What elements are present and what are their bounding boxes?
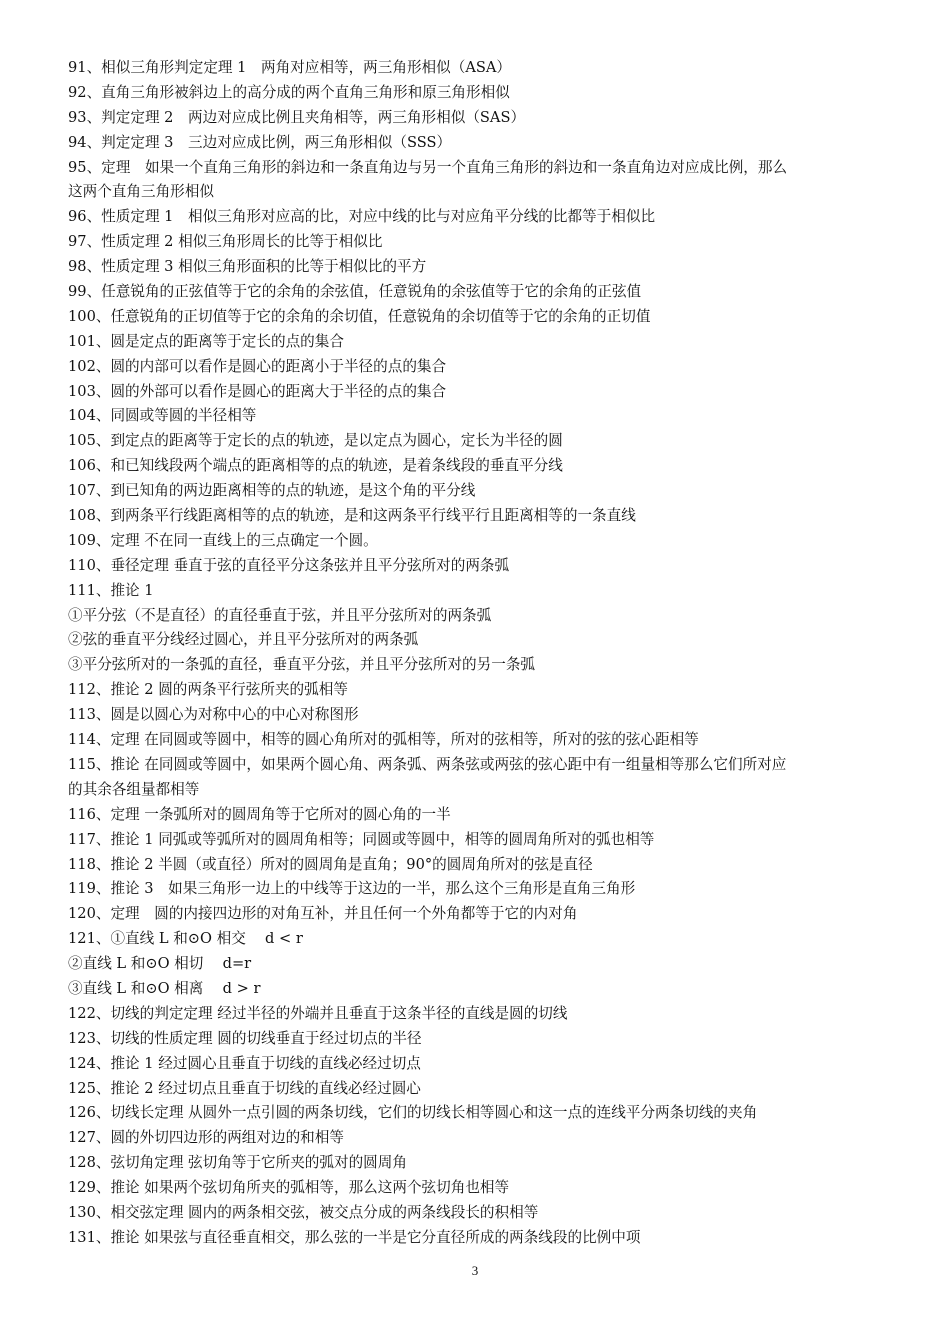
- theorem-list: [68, 56, 888, 1251]
- text-line: 124、推论 1 经过圆心且垂直于切线的直线必经过切点: [68, 1054, 421, 1072]
- text-line: 116、定理 一条弧所对的圆周角等于它所对的圆心角的一半: [68, 805, 451, 823]
- text-line: 107、到已知角的两边距离相等的点的轨迹，是这个角的平分线: [68, 482, 476, 500]
- text-line: 101、圆是定点的距离等于定长的点的集合: [68, 332, 344, 350]
- text-line: 130、相交弦定理 圆内的两条相交弦，被交点分成的两条线段长的积相等: [68, 1203, 539, 1221]
- text-line: 121、①直线 L 和⊙O 相交 d < r: [68, 930, 303, 948]
- text-line: 127、圆的外切四边形的两组对边的和相等: [68, 1129, 344, 1147]
- text-line: ①平分弦（不是直径）的直径垂直于弦，并且平分弦所对的两条弧: [68, 606, 492, 624]
- text-line: 105、到定点的距离等于定长的点的轨迹，是以定点为圆心，定长为半径的圆: [68, 432, 563, 450]
- text-line: 93、判定定理 2 两边对应成比例且夹角相等，两三角形相似（SAS）: [68, 108, 526, 126]
- text-line: 98、性质定理 3 相似三角形面积的比等于相似比的平方: [68, 258, 427, 276]
- text-line: 102、圆的内部可以看作是圆心的距离小于半径的点的集合: [68, 357, 447, 375]
- text-line: 91、相似三角形判定定理 1 两角对应相等，两三角形相似（ASA）: [68, 59, 512, 76]
- text-line: 123、切线的性质定理 圆的切线垂直于经过切点的半径: [68, 1029, 422, 1047]
- text-line: ②直线 L 和⊙O 相切 d=r: [68, 955, 252, 973]
- text-line: 这两个直角三角形相似: [68, 183, 214, 201]
- text-line: 131、推论 如果弦与直径垂直相交，那么弦的一半是它分直径所成的两条线段的比例中项: [68, 1228, 641, 1246]
- text-line: 94、判定定理 3 三边对应成比例，两三角形相似（SSS）: [68, 133, 452, 151]
- text-line: 122、切线的判定定理 经过半径的外端并且垂直于这条半径的直线是圆的切线: [68, 1004, 568, 1022]
- text-line: 103、圆的外部可以看作是圆心的距离大于半径的点的集合: [68, 382, 447, 400]
- text-line: 99、任意锐角的正弦值等于它的余角的余弦值，任意锐角的余弦值等于它的余角的正弦值: [68, 283, 642, 301]
- text-line: 119、推论 3 如果三角形一边上的中线等于这边的一半，那么这个三角形是直角三角形: [68, 880, 636, 898]
- text-line: 100、任意锐角的正切值等于它的余角的余切值，任意锐角的余切值等于它的余角的正切值: [68, 307, 651, 325]
- text-line: 106、和已知线段两个端点的距离相等的点的轨迹，是着条线段的垂直平分线: [68, 457, 563, 475]
- text-line: 104、同圆或等圆的半径相等: [68, 407, 257, 425]
- text-line: 126、切线长定理 从圆外一点引圆的两条切线，它们的切线长相等圆心和这一点的连线平分两条切线的夹角: [68, 1104, 758, 1122]
- text-line: 109、定理 不在同一直线上的三点确定一个圆。: [68, 531, 378, 549]
- text-line: 108、到两条平行线距离相等的点的轨迹，是和这两条平行线平行且距离相等的一条直线: [68, 507, 636, 525]
- text-line: 97、性质定理 2 相似三角形周长的比等于相似比: [68, 233, 383, 251]
- text-line: 129、推论 如果两个弦切角所夹的弧相等，那么这两个弦切角也相等: [68, 1179, 510, 1197]
- text-line: 113、圆是以圆心为对称中心的中心对称图形: [68, 706, 359, 724]
- text-line: 110、垂径定理 垂直于弦的直径平分这条弦并且平分弦所对的两条弧: [68, 556, 510, 574]
- text-line: 的其余各组量都相等: [68, 780, 200, 798]
- text-line: 92、直角三角形被斜边上的高分成的两个直角三角形和原三角形相似: [68, 83, 510, 101]
- text-line: 125、推论 2 经过切点且垂直于切线的直线必经过圆心: [68, 1079, 421, 1097]
- text-line: ③直线 L 和⊙O 相离 d > r: [68, 979, 261, 997]
- text-line: 120、定理 圆的内接四边形的对角互补，并且任何一个外角都等于它的内对角: [68, 905, 578, 923]
- text-line: 114、定理 在同圆或等圆中，相等的圆心角所对的弧相等，所对的弦相等，所对的弦的弦心距相等: [68, 731, 699, 749]
- text-line: 95、定理 如果一个直角三角形的斜边和一条直角边与另一个直角三角形的斜边和一条直角边对应成比例，那么: [68, 158, 788, 176]
- text-line: 118、推论 2 半圆（或直径）所对的圆周角是直角；90°的圆周角所对的弦是直径: [68, 855, 593, 873]
- text-line: 128、弦切角定理 弦切角等于它所夹的弧对的圆周角: [68, 1154, 407, 1172]
- text-line: 115、推论 在同圆或等圆中，如果两个圆心角、两条弧、两条弦或两弦的弦心距中有一组量相等那么它们所对应: [68, 755, 787, 773]
- text-line: 112、推论 2 圆的两条平行弦所夹的弧相等: [68, 681, 348, 699]
- page-number: 3: [471, 1263, 479, 1278]
- text-line: 96、性质定理 1 相似三角形对应高的比，对应中线的比与对应角平分线的比都等于相似比: [68, 208, 656, 226]
- text-line: ②弦的垂直平分线经过圆心，并且平分弦所对的两条弧: [68, 631, 419, 649]
- text-line: ③平分弦所对的一条弧的直径，垂直平分弦，并且平分弦所对的另一条弧: [68, 656, 536, 674]
- text-line: 111、推论 1: [68, 581, 154, 599]
- text-line: 117、推论 1 同弧或等弧所对的圆周角相等；同圆或等圆中，相等的圆周角所对的弧也相等: [68, 830, 655, 848]
